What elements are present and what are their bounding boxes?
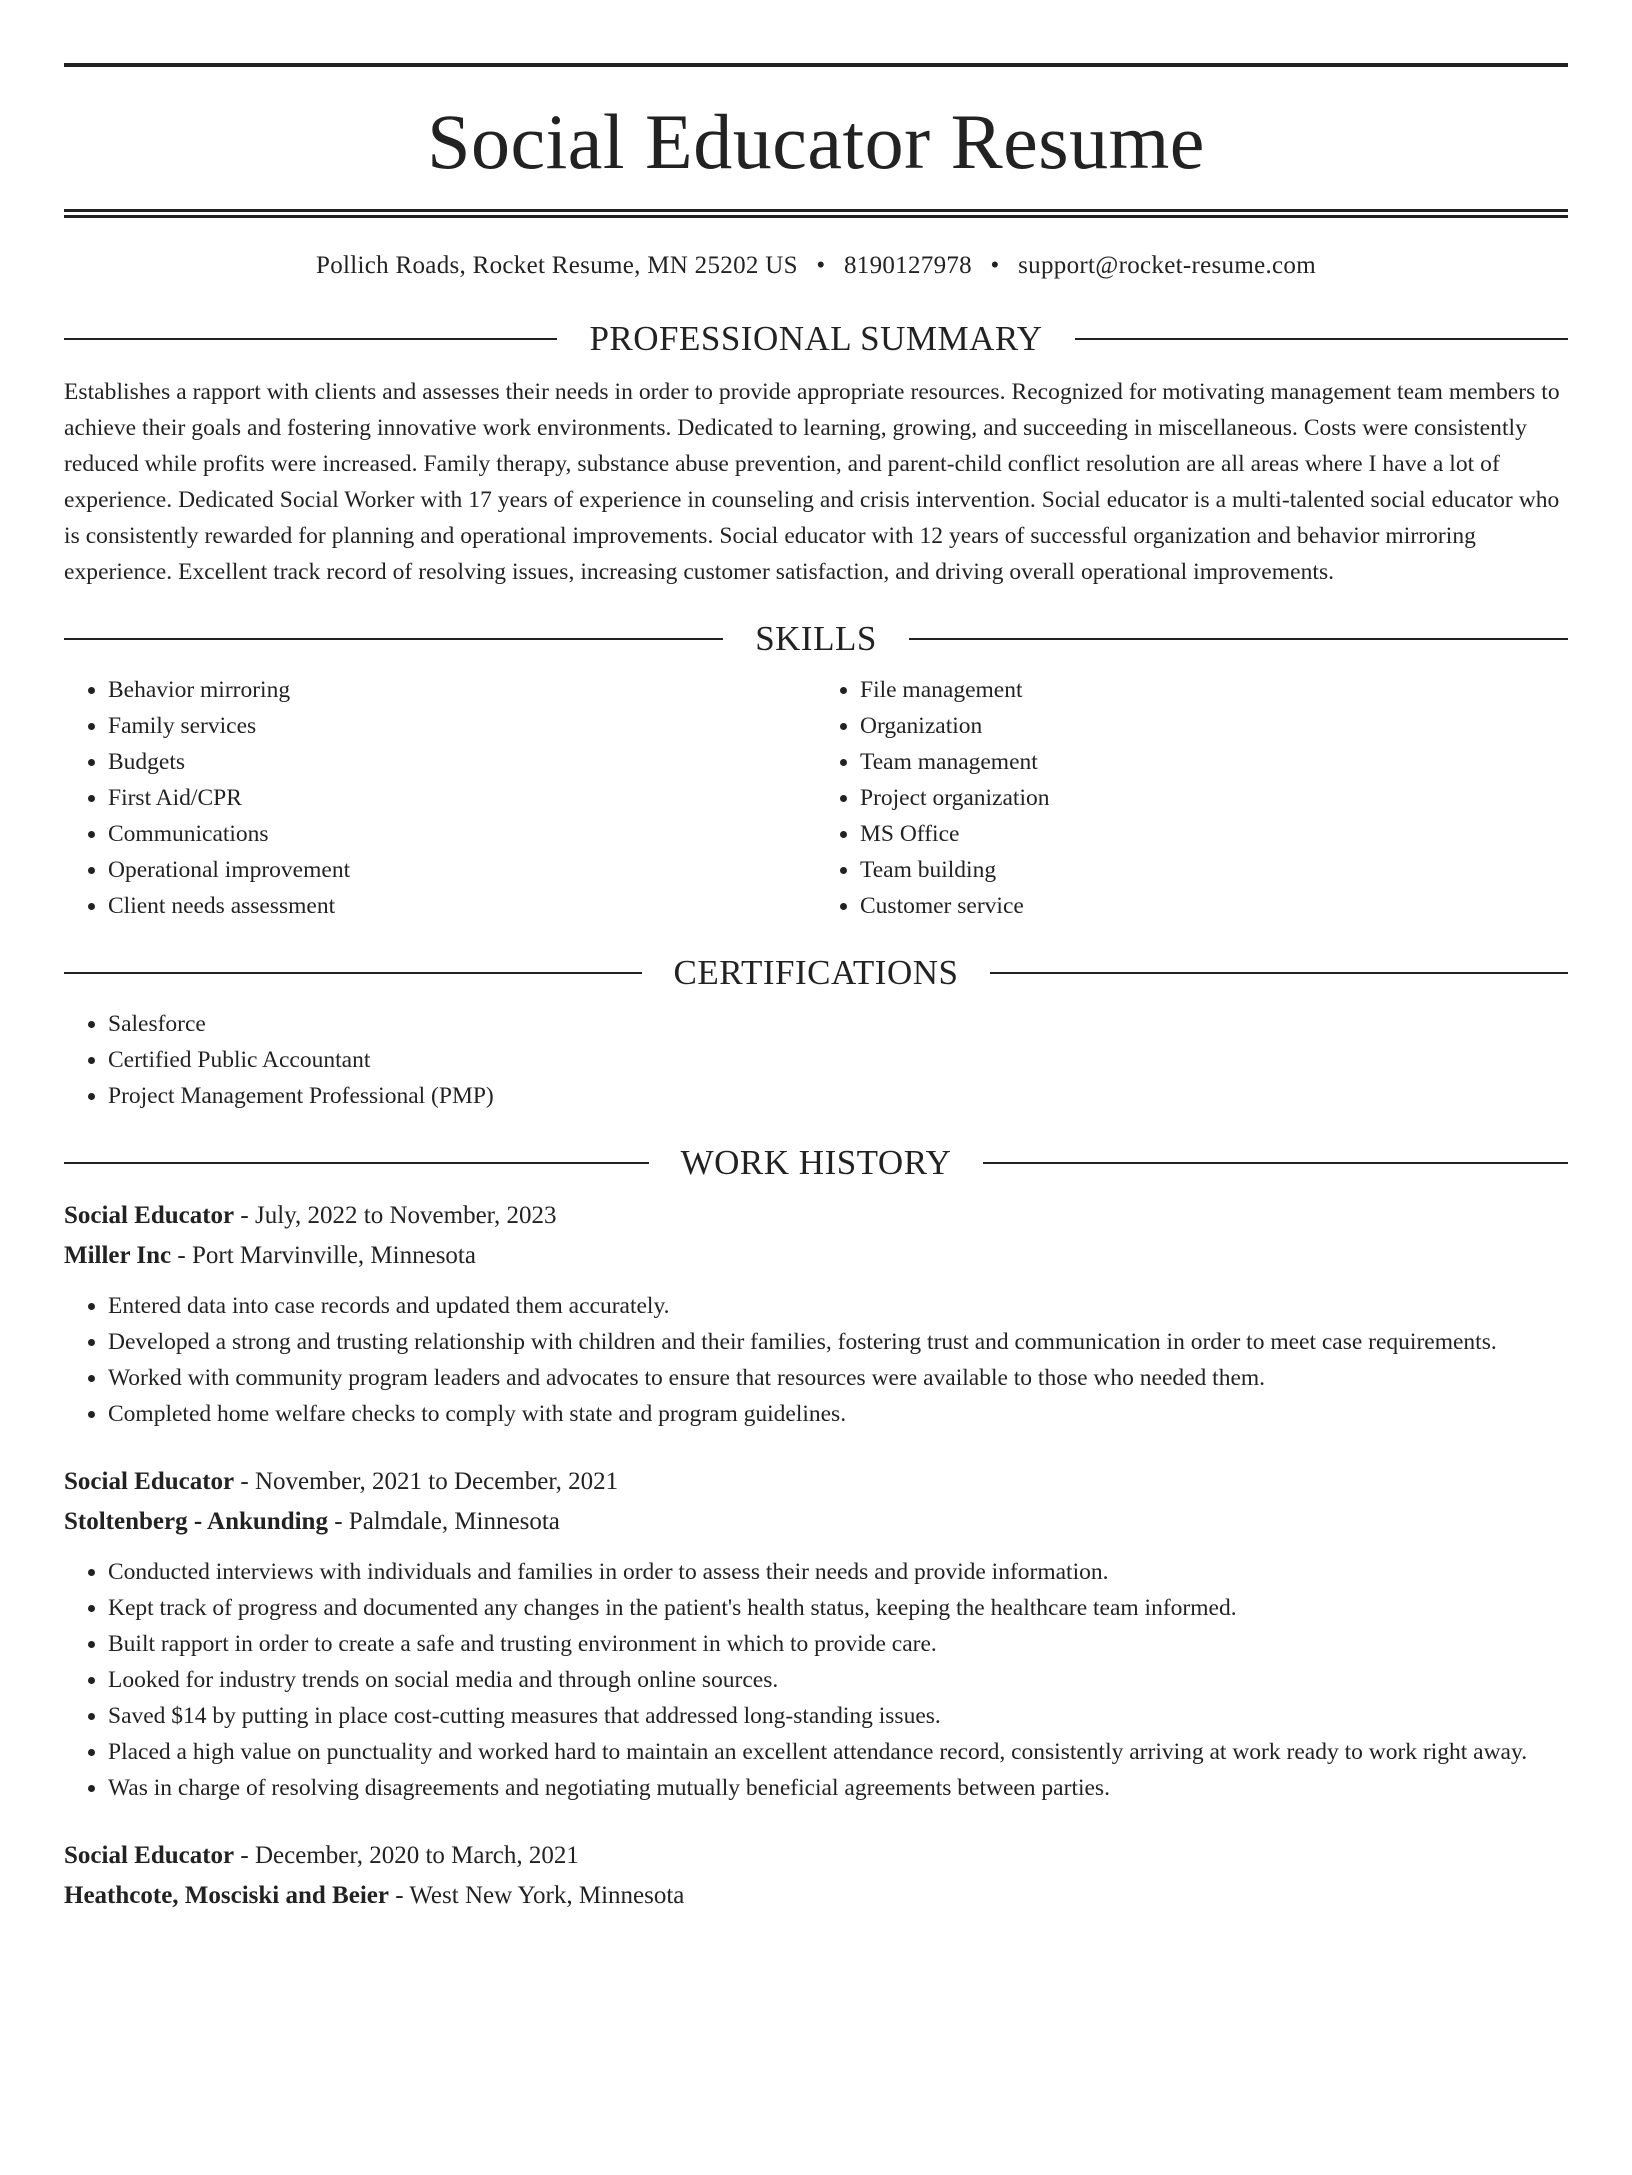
job-location: - Port Marvinville, Minnesota <box>171 1242 476 1269</box>
job-company-line <box>64 1502 1568 1542</box>
job-title: Social Educator <box>64 1468 235 1495</box>
skill-item: • First Aid/CPR <box>108 780 816 816</box>
heading-rule-left <box>64 1162 649 1164</box>
job-bullet: • Entered data into case records and updated them accurately. <box>108 1288 1568 1324</box>
heading-rule-right <box>990 972 1568 974</box>
job-bullets <box>64 1288 1568 1432</box>
summary-text: Establishes a rapport with clients and assesses their needs in order to provide appropriate resources. Recognized for motivating management team members to achieve their goals and fostering innovative work environments. Dedicated to learning, growing, and succeeding in miscellaneous. Costs were consistently reduced while profits were increased. Family therapy, substance abuse prevention, and parent-child conflict resolution are all areas where I have a lot of experience. Dedicated Social Worker with 17 years of experience in counseling and crisis intervention. Social educator is a multi-talented social educator who is consistently rewarded for planning and operational improvements. Social educator with 12 years of successful organization and behavior mirroring experience. Excellent track record of resolving issues, increasing customer satisfaction, and driving overall operational improvements. <box>64 379 1560 585</box>
contact-address: Pollich Roads, Rocket Resume, MN 25202 US <box>316 252 798 279</box>
skill-item: • Operational improvement <box>108 852 816 888</box>
contact-separator: • <box>816 252 826 279</box>
job-dates: - December, 2020 to March, 2021 <box>234 1842 579 1869</box>
heading-rule-right <box>1075 338 1568 340</box>
job-title-line <box>64 1836 1568 1876</box>
job-bullets <box>64 1554 1568 1806</box>
job-title: Social Educator <box>64 1842 235 1869</box>
job-bullet: • Was in charge of resolving disagreements and negotiating mutually beneficial agreements between parties. <box>108 1770 1568 1806</box>
heading-rule-right <box>909 638 1568 640</box>
certification-item: • Project Management Professional (PMP) <box>108 1078 1568 1114</box>
job-company: Stoltenberg - Ankunding <box>64 1508 328 1535</box>
resume-page <box>0 63 1632 2175</box>
certification-item: • Salesforce <box>108 1006 1568 1042</box>
skill-item: • Behavior mirroring <box>108 672 816 708</box>
certifications-heading <box>64 952 1568 994</box>
heading-rule-left <box>64 638 723 640</box>
job-title-line <box>64 1196 1568 1236</box>
job-dates: - November, 2021 to December, 2021 <box>234 1468 619 1495</box>
skill-item: • Client needs assessment <box>108 888 816 924</box>
job-company: Miller Inc <box>64 1242 172 1269</box>
job-entry <box>64 1196 1568 1432</box>
job-bullet: • Conducted interviews with individuals and families in order to assess their needs and provide information. <box>108 1554 1568 1590</box>
skill-item: • Budgets <box>108 744 816 780</box>
skill-item: • Family services <box>108 708 816 744</box>
skill-item: • MS Office <box>860 816 1568 852</box>
job-bullet: • Built rapport in order to create a safe and trusting environment in which to provide care. <box>108 1626 1568 1662</box>
skill-item: • Customer service <box>860 888 1568 924</box>
skill-item: • Project organization <box>860 780 1568 816</box>
summary-heading <box>64 318 1568 360</box>
job-entry <box>64 1836 1568 1916</box>
summary-heading-label: PROFESSIONAL SUMMARY <box>589 319 1043 358</box>
skill-item: • Organization <box>860 708 1568 744</box>
job-location: - West New York, Minnesota <box>388 1882 685 1909</box>
skill-item: • Team management <box>860 744 1568 780</box>
title-double-rule <box>64 209 1568 218</box>
job-location: - Palmdale, Minnesota <box>327 1508 560 1535</box>
job-bullet: • Placed a high value on punctuality and worked hard to maintain an excellent attendance record, consistently arriving at work ready to work right away. <box>108 1734 1568 1770</box>
job-bullet: • Kept track of progress and documented any changes in the patient's health status, keeping the healthcare team informed. <box>108 1590 1568 1626</box>
heading-rule-right <box>983 1162 1568 1164</box>
contact-separator: • <box>990 252 1000 279</box>
job-bullet: • Looked for industry trends on social media and through online sources. <box>108 1662 1568 1698</box>
skills-list-left <box>64 672 816 924</box>
job-bullet: • Completed home welfare checks to comply with state and program guidelines. <box>108 1396 1568 1432</box>
job-title-line <box>64 1462 1568 1502</box>
heading-rule-left <box>64 338 557 340</box>
skills-grid <box>64 672 1568 924</box>
contact-email: support@rocket-resume.com <box>1018 252 1316 279</box>
skill-item: • Communications <box>108 816 816 852</box>
skills-heading-label: SKILLS <box>755 619 877 658</box>
contact-phone: 8190127978 <box>843 252 972 279</box>
work-heading <box>64 1142 1568 1184</box>
skill-item: • Team building <box>860 852 1568 888</box>
certifications-list <box>64 1006 1568 1114</box>
job-bullet: • Developed a strong and trusting relationship with children and their families, fostering trust and communication in order to meet case requirements. <box>108 1324 1568 1360</box>
skills-list-right <box>816 672 1568 924</box>
job-dates: - July, 2022 to November, 2023 <box>234 1202 557 1229</box>
top-rule <box>64 63 1568 67</box>
skills-heading <box>64 618 1568 660</box>
resume-title: Social Educator Resume <box>427 98 1205 185</box>
job-entry <box>64 1462 1568 1806</box>
job-company-line <box>64 1236 1568 1276</box>
job-company-line <box>64 1876 1568 1916</box>
heading-rule-left <box>64 972 642 974</box>
job-company: Heathcote, Mosciski and Beier <box>64 1882 389 1909</box>
skill-item: • File management <box>860 672 1568 708</box>
work-heading-label: WORK HISTORY <box>680 1143 952 1182</box>
certifications-heading-label: CERTIFICATIONS <box>673 953 959 992</box>
job-title: Social Educator <box>64 1202 235 1229</box>
job-bullet: • Worked with community program leaders and advocates to ensure that resources were available to those who needed them. <box>108 1360 1568 1396</box>
certification-item: • Certified Public Accountant <box>108 1042 1568 1078</box>
job-bullet: • Saved $14 by putting in place cost-cutting measures that addressed long-standing issues. <box>108 1698 1568 1734</box>
contact-line <box>64 252 1568 280</box>
